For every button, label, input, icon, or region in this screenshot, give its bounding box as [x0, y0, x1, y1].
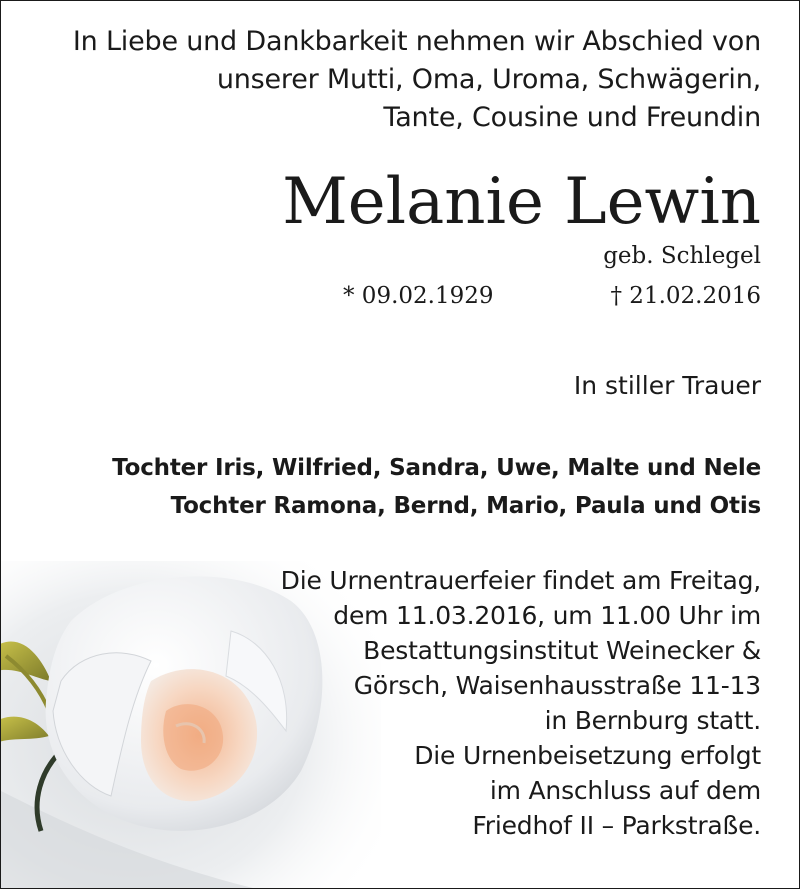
deceased-name: Melanie Lewin	[282, 165, 761, 239]
death-date: † 21.02.2016	[610, 283, 761, 309]
service-line: im Anschluss auf dem	[489, 776, 761, 805]
service-line: Die Urnentrauerfeier findet am Freitag,	[280, 566, 761, 595]
service-line: Görsch, Waisenhausstraße 11-13	[353, 671, 761, 700]
intro-line: unserer Mutti, Oma, Uroma, Schwägerin,	[216, 64, 761, 95]
intro-text	[73, 23, 761, 137]
service-line: Die Urnenbeisetzung erfolgt	[414, 741, 761, 770]
intro-line: In Liebe und Dankbarkeit nehmen wir Abschied von	[72, 26, 761, 57]
intro-line: Tante, Cousine und Freundin	[383, 102, 761, 133]
family-list	[112, 449, 761, 525]
service-line: Bestattungsinstitut Weinecker &	[363, 636, 761, 665]
birth-name: geb. Schlegel	[603, 243, 761, 269]
mourning-text: In stiller Trauer	[573, 371, 761, 400]
family-line: Tochter Ramona, Bernd, Mario, Paula und Otis	[170, 493, 761, 519]
service-line: Friedhof II – Parkstraße.	[472, 811, 761, 840]
birth-date: * 09.02.1929	[343, 283, 494, 309]
service-info	[281, 563, 761, 843]
service-line: dem 11.03.2016, um 11.00 Uhr im	[333, 601, 761, 630]
family-line: Tochter Iris, Wilfried, Sandra, Uwe, Malte und Nele	[112, 455, 761, 481]
service-line: in Bernburg statt.	[544, 706, 761, 735]
